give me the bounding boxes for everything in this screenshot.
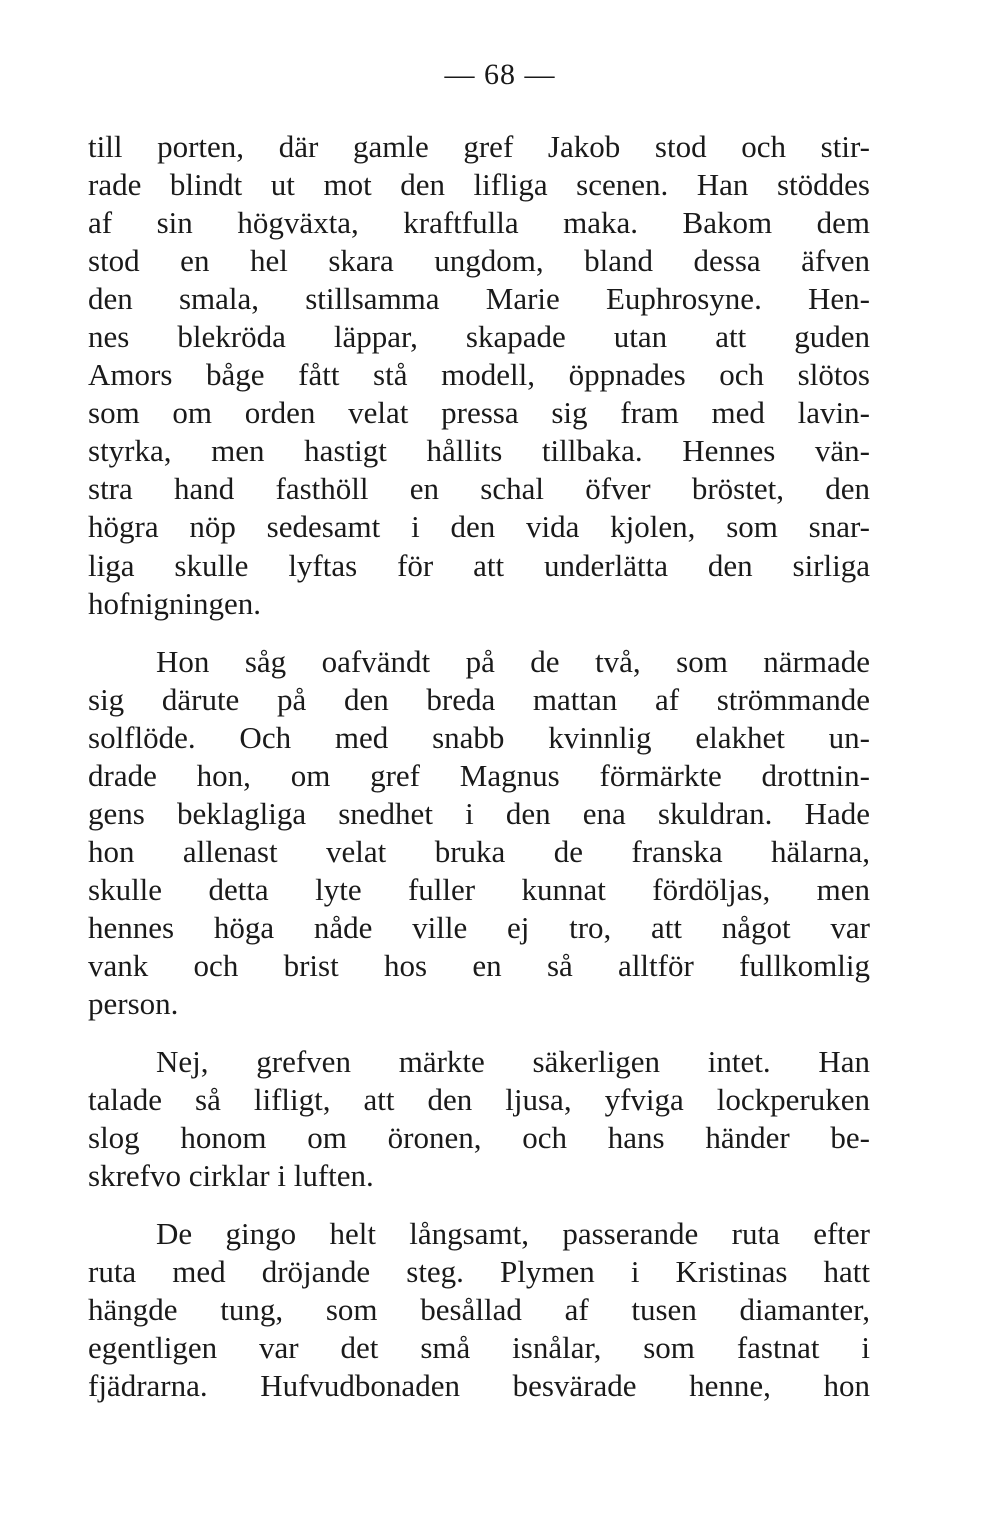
text-line: skulle detta lyte fuller kunnat fördöljas, men	[88, 871, 870, 907]
text-line: till porten, där gamle gref Jakob stod och stir-	[88, 129, 870, 164]
text-line: styrka, men hastigt hållits tillbaka. Hennes vän-	[88, 433, 870, 469]
text-line: Hon såg oafvändt på de två, som närmade	[156, 643, 870, 679]
text-line: Amors båge fått stå modell, öppnades och slötos	[88, 357, 870, 393]
text-line: Nej, grefven märkte säkerligen intet. Han	[156, 1044, 870, 1080]
paragraph	[88, 1215, 870, 1405]
text-line: liga skulle lyftas för att underlätta den sirliga	[88, 547, 870, 583]
text-line: hängde tung, som besållad af tusen diamanter,	[88, 1292, 870, 1328]
text-line: De gingo helt långsamt, passerande ruta efter	[156, 1216, 870, 1252]
text-line: slog honom om öronen, och hans händer be-	[88, 1120, 870, 1156]
text-line: sig därute på den breda mattan af strömmande	[88, 681, 870, 717]
text-line: stod en hel skara ungdom, bland dessa äfven	[88, 243, 870, 279]
paragraph-gap	[88, 1195, 870, 1215]
paragraph-gap	[88, 1023, 870, 1043]
text-line: hennes höga nåde ville ej tro, att något var	[88, 909, 870, 945]
paragraph	[88, 1043, 870, 1195]
text-line: drade hon, om gref Magnus förmärkte drottnin-	[88, 757, 870, 793]
text-line: hofnigningen.	[88, 585, 262, 621]
text-line: nes blekröda läppar, skapade utan att guden	[88, 319, 870, 355]
text-line: som om orden velat pressa sig fram med lavin-	[88, 395, 870, 431]
page-number: — 68 —	[444, 58, 556, 91]
text-line: gens beklagliga snedhet i den ena skuldran. Hade	[88, 795, 870, 831]
text-line: af sin högväxta, kraftfulla maka. Bakom dem	[88, 205, 870, 241]
text-line: rade blindt ut mot den lifliga scenen. Han stöddes	[88, 167, 870, 203]
paragraph-gap	[88, 623, 870, 643]
text-line: talade så lifligt, att den ljusa, yfviga lockperuken	[88, 1082, 870, 1118]
text-line: stra hand fasthöll en schal öfver bröstet, den	[88, 471, 870, 507]
text-line: högra nöp sedesamt i den vida kjolen, som snar-	[88, 509, 870, 545]
text-line: den smala, stillsamma Marie Euphrosyne. Hen-	[88, 281, 870, 317]
text-line: hon allenast velat bruka de franska hälarna,	[88, 833, 870, 869]
text-line: person.	[88, 986, 179, 1022]
text-line: solflöde. Och med snabb kvinnlig elakhet un-	[88, 719, 870, 755]
paragraph	[88, 643, 870, 1023]
text-line: fjädrarna. Hufvudbonaden besvärade henne, hon	[88, 1368, 870, 1404]
body-text	[88, 128, 870, 1406]
text-line: vank och brist hos en så alltför fullkomlig	[88, 947, 870, 983]
text-line: egentligen var det små isnålar, som fastnat i	[88, 1330, 870, 1366]
paragraph	[88, 128, 870, 623]
text-line: skrefvo cirklar i luften.	[88, 1158, 374, 1194]
text-line: ruta med dröjande steg. Plymen i Kristinas hatt	[88, 1254, 870, 1290]
